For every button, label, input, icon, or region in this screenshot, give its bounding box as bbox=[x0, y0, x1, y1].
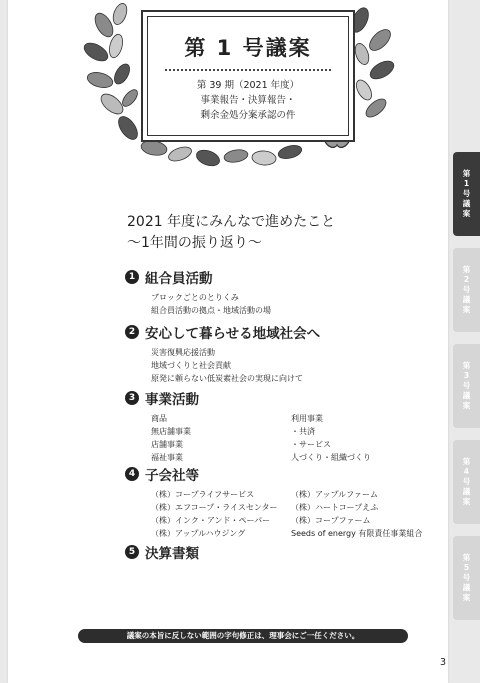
section-business-activities bbox=[125, 388, 371, 464]
list-item: 災害復興応援活動 bbox=[151, 348, 215, 357]
list-item: （株）アップルハウジング bbox=[151, 529, 246, 538]
tab-char: 議 bbox=[462, 295, 471, 304]
list-item: 商品 bbox=[151, 414, 167, 423]
section-items bbox=[151, 291, 271, 317]
section-items bbox=[151, 412, 371, 464]
section-title: 事業活動 bbox=[145, 392, 199, 408]
tab-proposal-3[interactable] bbox=[453, 344, 480, 428]
section-heading bbox=[125, 464, 422, 484]
tab-char: 4 bbox=[463, 467, 470, 476]
tab-char: 号 bbox=[462, 285, 471, 294]
list-item: ブロックごとのとりくみ bbox=[151, 293, 239, 302]
page-number: 3 bbox=[440, 657, 447, 668]
document-page bbox=[8, 0, 448, 683]
tab-char: 議 bbox=[462, 583, 471, 592]
list-item: 地域づくりと社会貢献 bbox=[151, 361, 231, 370]
list-item: 福祉事業 bbox=[151, 453, 183, 462]
intro-line: 2021 年度にみんなで進めたこと bbox=[127, 214, 336, 230]
tab-char: 議 bbox=[462, 391, 471, 400]
tab-char: 案 bbox=[462, 209, 471, 218]
section-heading bbox=[125, 267, 271, 287]
section-subsidiaries bbox=[125, 464, 422, 540]
tab-char: 号 bbox=[462, 381, 471, 390]
list-item: 人づくり・組織づくり bbox=[291, 453, 371, 462]
section-number-badge: 3 bbox=[125, 391, 139, 405]
tab-proposal-4[interactable] bbox=[453, 440, 480, 524]
section-heading bbox=[125, 542, 199, 562]
tab-char: 2 bbox=[463, 275, 470, 284]
tab-char: 号 bbox=[462, 573, 471, 582]
tab-proposal-2[interactable] bbox=[453, 248, 480, 332]
list-item: （株）ハートコープえふ bbox=[291, 503, 379, 512]
section-heading bbox=[125, 388, 371, 408]
intro-heading bbox=[127, 212, 335, 254]
title-frame bbox=[141, 10, 355, 142]
tab-char: 案 bbox=[462, 497, 471, 506]
tab-char: 号 bbox=[462, 189, 471, 198]
subtitle-line: 第 39 期（2021 年度） bbox=[196, 80, 300, 91]
section-title: 組合員活動 bbox=[145, 271, 213, 287]
list-item: （株）コープライフサービス bbox=[151, 490, 255, 499]
tab-char: 第 bbox=[462, 265, 471, 274]
list-item: 無店舗事業 bbox=[151, 427, 191, 436]
tab-char: 1 bbox=[463, 179, 470, 188]
tab-char: 議 bbox=[462, 199, 471, 208]
list-item: 利用事業 bbox=[291, 414, 323, 423]
tab-char: 案 bbox=[462, 401, 471, 410]
tab-char: 号 bbox=[462, 477, 471, 486]
subtitle-line: 剰余金処分案承認の件 bbox=[200, 110, 296, 121]
tab-char: 議 bbox=[462, 487, 471, 496]
section-number-badge: 4 bbox=[125, 467, 139, 481]
list-item: （株）コープファーム bbox=[291, 516, 371, 525]
tab-proposal-5[interactable] bbox=[453, 536, 480, 620]
tab-char: 第 bbox=[462, 457, 471, 466]
section-items bbox=[151, 488, 422, 540]
section-number-badge: 5 bbox=[125, 545, 139, 559]
list-item: （株）アップルファーム bbox=[291, 490, 378, 499]
footer-note-banner: 議案の本旨に反しない範囲の字句修正は、理事会にご一任ください。 bbox=[78, 629, 408, 643]
tab-char: 案 bbox=[462, 593, 471, 602]
section-financial-statements bbox=[125, 542, 199, 562]
list-item: （株）インク・アンド・ペーパー bbox=[151, 516, 271, 525]
tab-char: 案 bbox=[462, 305, 471, 314]
list-item: ・共済 bbox=[291, 427, 315, 436]
section-title: 子会社等 bbox=[145, 468, 199, 484]
list-item: Seeds of energy 有限責任事業組合 bbox=[291, 529, 423, 538]
section-community bbox=[125, 322, 320, 385]
section-member-activities bbox=[125, 267, 271, 317]
section-number-badge: 1 bbox=[125, 270, 139, 284]
section-items bbox=[151, 346, 320, 385]
list-item: 組合員活動の拠点・地域活動の場 bbox=[151, 306, 271, 315]
intro-line: 〜1年間の振り返り〜 bbox=[127, 235, 262, 251]
section-title: 安心して暮らせる地域社会へ bbox=[145, 326, 321, 342]
proposal-title: 第 1 号議案 bbox=[184, 36, 312, 60]
subtitle-line: 事業報告・決算報告・ bbox=[200, 95, 296, 106]
tab-char: 第 bbox=[462, 169, 471, 178]
tab-char: 第 bbox=[462, 553, 471, 562]
tab-char: 5 bbox=[463, 563, 470, 572]
section-heading bbox=[125, 322, 320, 342]
tab-proposal-1[interactable] bbox=[453, 152, 480, 236]
section-title: 決算書類 bbox=[145, 546, 199, 562]
list-item: ・サービス bbox=[291, 440, 331, 449]
list-item: （株）エフコープ・ライスセンター bbox=[151, 503, 278, 512]
section-number-badge: 2 bbox=[125, 325, 139, 339]
dotted-divider bbox=[165, 69, 331, 71]
proposal-subtitle bbox=[143, 78, 353, 123]
tab-char: 第 bbox=[462, 361, 471, 370]
list-item: 店舗事業 bbox=[151, 440, 183, 449]
tab-char: 3 bbox=[463, 371, 470, 380]
list-item: 原発に頼らない低炭素社会の実現に向けて bbox=[151, 374, 303, 383]
